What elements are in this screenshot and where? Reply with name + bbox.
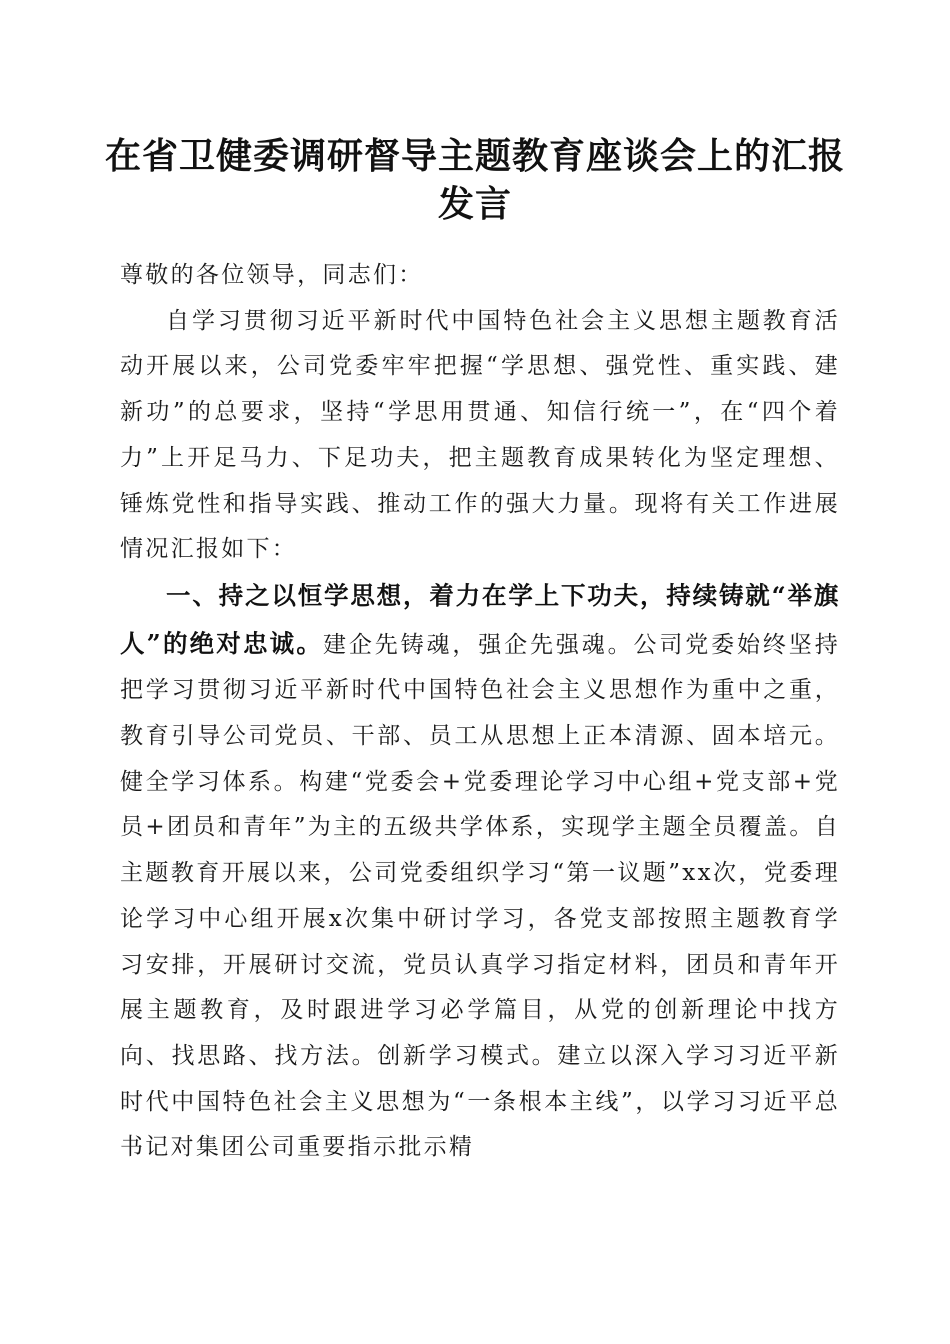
document-body	[120, 253, 840, 1171]
section-1-paragraph	[120, 573, 840, 1171]
document-title: 在省卫健委调研督导主题教育座谈会上的汇报发言	[104, 135, 845, 225]
salutation: 尊敬的各位领导，同志们：	[120, 262, 424, 288]
intro-paragraph: 自学习贯彻习近平新时代中国特色社会主义思想主题教育活动开展以来，公司党委牢牢把握“学思想、强党性、重实践、建新功”的总要求，坚持“学思用贯通、知信行统一”，在“四个着力”上开足马力、下足功夫，把主题教育成果转化为坚定理想、锤炼党性和指导实践、推动工作的强大力量。现将有关工作进展情况汇报如下：	[120, 307, 840, 563]
section-1-body: 建企先铸魂，强企先强魂。公司党委始终坚持把学习贯彻习近平新时代中国特色社会主义思想作为重中之重，教育引导公司党员、干部、员工从思想上正本清源、固本培元。健全学习体系。构建“党委会+党委理论学习中心组+党支部+党员+团员和青年”为主的五级共学体系，实现学主题全员覆盖。自主题教育开展以来，公司党委组织学习“第一议题”xx次，党委理论学习中心组开展x次集中研讨学习，各党支部按照主题教育学习安排，开展研讨交流，党员认真学习指定材料，团员和青年开展主题教育，及时跟进学习必学篇目，从党的创新理论中找方向、找思路、找方法。创新学习模式。建立以深入学习习近平新时代中国特色社会主义思想为“一条根本主线”，以学习习近平总书记对集团公司重要指示批示精	[120, 631, 840, 1161]
section-1-heading: 一、持之以恒学思想，着力在学上下功夫，持续铸就“举旗人”的绝对忠诚。	[120, 580, 840, 658]
